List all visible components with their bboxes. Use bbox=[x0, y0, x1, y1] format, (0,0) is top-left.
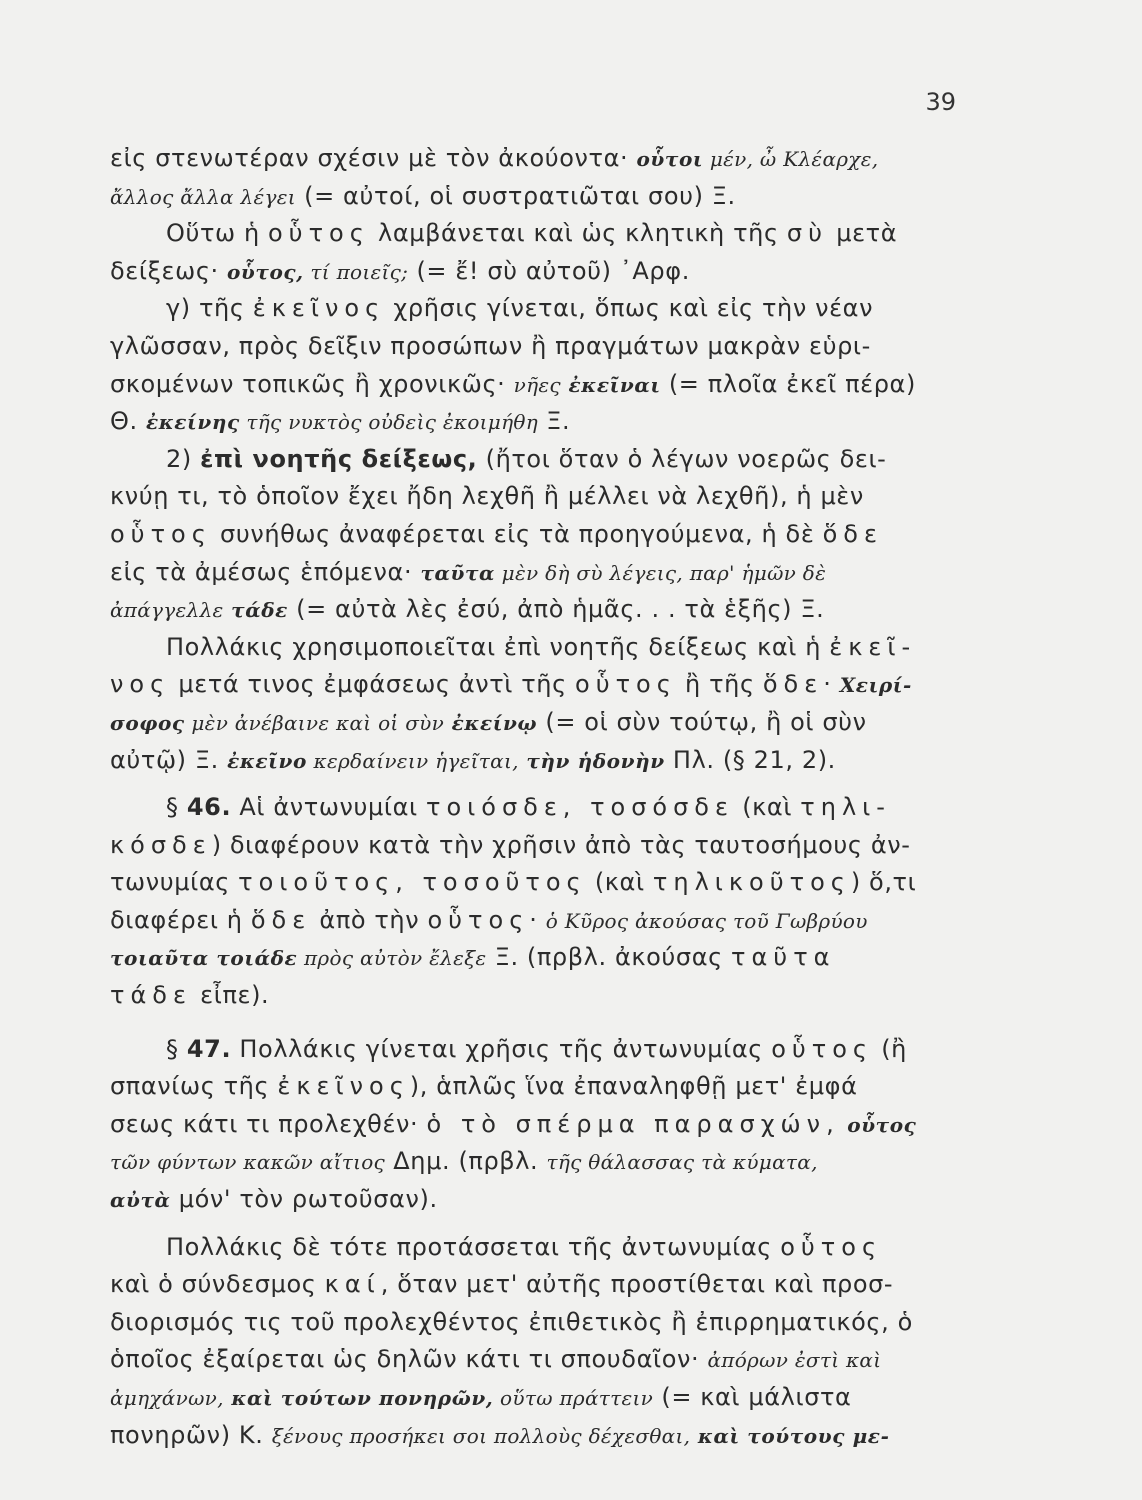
text-line bbox=[110, 902, 960, 940]
text-segment: ) ὅ,τι bbox=[850, 868, 917, 897]
text-segment: ἐκεῖνος bbox=[252, 294, 386, 323]
text-segment: οὗτος bbox=[575, 670, 677, 699]
text-line bbox=[110, 864, 960, 902]
text-line bbox=[110, 554, 960, 592]
text-segment: μὲν δὴ σὺ λέγεις, παρ' ἡμῶν δὲ bbox=[495, 560, 827, 585]
text-segment: ὅδε bbox=[822, 519, 883, 548]
text-line bbox=[110, 1341, 960, 1379]
text-segment: χρῆσις γίνεται, ὅπως καὶ εἰς τὴν νέαν bbox=[385, 294, 874, 323]
text-segment: ἢ τῆς bbox=[676, 670, 763, 699]
text-segment: (= αὐτὰ λὲς ἐσύ, ἀπὸ ἡμᾶς. . . τὰ ἑξῆς) Ξ. bbox=[287, 595, 825, 624]
page-number: 39 bbox=[925, 88, 956, 116]
text-segment: οὗτος bbox=[780, 1232, 883, 1261]
text-segment: μέν, ὦ Κλέαρχε, bbox=[703, 147, 879, 171]
text-segment: διαφέρει ἡ bbox=[110, 905, 251, 934]
text-segment: ἐκείνης bbox=[145, 410, 240, 435]
text-segment: ἐπὶ νοητῆς δείξεως, bbox=[200, 444, 478, 473]
text-segment: ὅδε bbox=[762, 670, 824, 699]
text-segment: μετὰ bbox=[827, 219, 898, 248]
text-segment: τοιόσδε, τοσόσδε bbox=[426, 793, 734, 822]
text-line bbox=[110, 441, 960, 479]
text-line bbox=[110, 1304, 960, 1342]
text-segment: § bbox=[166, 793, 187, 822]
text-segment: καὶ τούτων πονηρῶν, bbox=[223, 1386, 494, 1410]
text-segment: αὐτῷ) Ξ. bbox=[110, 745, 228, 774]
text-segment: διορισμός τις τοῦ προλεχθέντος ἐπιθετικὸς ἢ ἐπιρρηματικός, ὁ bbox=[110, 1307, 913, 1336]
text-segment: (= καὶ μάλιστα bbox=[653, 1383, 852, 1411]
text-segment: ) διαφέρουν κατὰ τὴν χρῆσιν ἀπὸ τὰς ταυτοσήμους ἀν- bbox=[211, 830, 911, 859]
text-segment: ἀμηχάνων, bbox=[110, 1386, 224, 1410]
text-line bbox=[110, 178, 960, 216]
text-segment: τοιοῦτος, τοσοῦτος bbox=[238, 868, 587, 897]
text-segment: (καὶ bbox=[586, 868, 653, 897]
text-line bbox=[110, 704, 960, 742]
text-segment: εἶπε). bbox=[191, 981, 270, 1010]
text-segment: ξένους προσήκει σοι πολλοὺς δέχεσθαι, bbox=[271, 1423, 691, 1448]
text-segment: (καὶ bbox=[733, 793, 801, 822]
text-segment: πονηρῶν) Κ. bbox=[110, 1420, 272, 1449]
text-segment: 46. bbox=[186, 793, 232, 822]
text-segment: , ὅταν μετ' αὐτῆς προστίθεται καὶ προσ- bbox=[380, 1270, 894, 1299]
text-line bbox=[110, 1031, 960, 1069]
text-segment: οὗτος bbox=[110, 519, 212, 548]
text-segment: τί ποιεῖς; bbox=[303, 259, 409, 284]
text-segment: οὗτος bbox=[839, 1112, 917, 1137]
text-segment: ), ἁπλῶς ἵνα ἐπαναληφθῇ μετ' ἐμφά bbox=[409, 1072, 858, 1101]
text-segment: Αἱ ἀντωνυμίαι bbox=[231, 793, 426, 822]
text-line bbox=[110, 478, 960, 516]
text-segment: τάδε bbox=[223, 598, 288, 623]
text-segment: Δημ. (πρβλ. bbox=[385, 1147, 547, 1176]
text-segment: οὗτος bbox=[771, 1034, 873, 1063]
text-segment: ἀπάγγελλε bbox=[110, 598, 224, 623]
text-segment: Πολλάκις δὲ τότε προτάσσεται τῆς ἀντωνυμίας bbox=[166, 1232, 781, 1261]
text-line bbox=[110, 742, 960, 780]
text-line bbox=[110, 939, 960, 977]
text-segment: τὴν ἡδονὴν bbox=[518, 748, 665, 773]
text-line bbox=[110, 140, 960, 178]
text-line bbox=[110, 789, 960, 827]
text-segment: 47. bbox=[186, 1034, 232, 1063]
text-segment: ἀπόρων ἐστὶ καὶ bbox=[707, 1348, 882, 1373]
text-segment: καί bbox=[324, 1270, 381, 1299]
text-segment: κνύῃ τι, τὸ ὁποῖον ἔχει ἤδη λεχθῆ ἢ μέλλει νὰ λεχθῆ), ἡ μὲν bbox=[110, 482, 864, 511]
text-line bbox=[110, 290, 960, 328]
text-line bbox=[110, 591, 960, 629]
text-line bbox=[110, 1229, 960, 1267]
text-line bbox=[110, 1379, 960, 1417]
text-segment: συνήθως ἀναφέρεται εἰς τὰ προηγούμενα, ἡ δὲ bbox=[211, 519, 823, 548]
text-segment: σπανίως τῆς bbox=[110, 1072, 278, 1101]
body-text bbox=[110, 140, 960, 1454]
text-segment: ὁ τὸ σπέρμα παρασχών, bbox=[426, 1109, 840, 1138]
text-segment: Πλ. (§ 21, 2). bbox=[664, 745, 836, 774]
text-segment: τωνυμίας bbox=[110, 868, 239, 897]
text-segment: Πολλάκις γίνεται χρῆσις τῆς ἀντωνυμίας bbox=[231, 1034, 772, 1063]
text-segment: τῶν φύντων κακῶν αἴτιος bbox=[110, 1150, 386, 1175]
text-line bbox=[110, 1143, 960, 1181]
text-segment: εἰς στενωτέραν σχέσιν μὲ τὸν ἀκούοντα· bbox=[110, 144, 637, 172]
text-segment: (= οἱ σὺν τούτῳ, ἢ οἱ σὺν bbox=[537, 707, 867, 736]
text-segment: Πολλάκις χρησιμοποιεῖται ἐπὶ νοητῆς δείξεως καὶ ἡ bbox=[166, 632, 830, 661]
text-line bbox=[110, 827, 960, 865]
text-segment: (= ἔ! σὺ αὐτοῦ) ᾿Αρφ. bbox=[408, 256, 690, 285]
text-segment: κόσδε bbox=[110, 830, 212, 859]
text-segment: ἐκεῖναι bbox=[560, 372, 661, 397]
text-segment: ἐκείνῳ bbox=[444, 710, 538, 735]
text-segment: τῆς θάλασσας τὰ κύματα, bbox=[546, 1150, 818, 1175]
text-line bbox=[110, 629, 960, 667]
text-segment: οὗτος bbox=[427, 905, 530, 934]
text-segment: ταῦτα bbox=[420, 560, 496, 585]
text-segment: κερδαίνειν ἡγεῖται, bbox=[306, 748, 519, 773]
text-segment: αὐτὰ bbox=[110, 1188, 171, 1213]
text-segment: · bbox=[529, 905, 546, 934]
text-segment: τάδε bbox=[110, 981, 192, 1010]
text-segment: (= πλοῖα ἐκεῖ πέρα) bbox=[660, 369, 916, 398]
text-segment: (ἤτοι ὅταν ὁ λέγων νοερῶς δει- bbox=[477, 444, 887, 473]
text-line bbox=[110, 403, 960, 441]
text-segment: ὁ Κῦρος ἀκούσας τοῦ Γωβρύου bbox=[545, 908, 868, 933]
text-segment: λαμβάνεται καὶ ὡς κλητικὴ τῆς bbox=[369, 219, 787, 248]
text-segment: Οὕτω ἡ bbox=[166, 219, 268, 248]
text-line bbox=[110, 516, 960, 554]
text-line bbox=[110, 666, 960, 704]
text-segment: ἀπὸ τὴν bbox=[311, 905, 428, 934]
text-segment: γλῶσσαν, πρὸς δεῖξιν προσώπων ἢ πραγμάτων μακρὰν εὑρι- bbox=[110, 331, 871, 360]
text-line bbox=[110, 253, 960, 291]
text-segment: ἐκεῖ- bbox=[829, 632, 917, 661]
text-segment: § bbox=[166, 1034, 187, 1063]
text-segment: τῆς νυκτὸς οὐδεὶς ἐκοιμήθη bbox=[239, 410, 539, 435]
text-segment: ἄλλος ἄλλα λέγει bbox=[110, 184, 296, 209]
text-segment: καὶ τούτους με- bbox=[690, 1423, 890, 1448]
text-line bbox=[110, 1266, 960, 1304]
text-segment: σκομένων τοπικῶς ἢ χρονικῶς· bbox=[110, 369, 514, 398]
text-segment: τοιαῦτα τοιάδε bbox=[110, 946, 298, 971]
text-line bbox=[110, 977, 960, 1015]
text-segment: οὗτοι bbox=[636, 147, 704, 171]
text-line bbox=[110, 328, 960, 366]
text-segment: μὲν ἀνέβαινε καὶ οἱ σὺν bbox=[184, 710, 445, 735]
text-segment: Χειρί- bbox=[839, 673, 912, 698]
text-segment: οὗτος, bbox=[226, 259, 304, 284]
text-segment: πρὸς αὐτὸν ἔλεξε bbox=[297, 946, 487, 971]
text-segment: Ξ. bbox=[538, 407, 571, 436]
text-segment: ὁποῖος ἐξαίρεται ὡς δηλῶν κάτι τι σπουδαῖον· bbox=[110, 1345, 708, 1374]
text-segment: σὺ bbox=[786, 219, 828, 248]
text-line bbox=[110, 215, 960, 253]
text-segment: οὕτω πράττειν bbox=[493, 1386, 654, 1410]
text-segment: γ) τῆς bbox=[166, 294, 253, 323]
text-segment: ἐκεῖνος bbox=[277, 1072, 410, 1101]
text-segment: (= αὐτοί, οἱ συστρατιῶται σου) Ξ. bbox=[295, 181, 736, 210]
text-segment: ταῦτα bbox=[731, 943, 836, 972]
text-segment: τηλι- bbox=[800, 793, 891, 822]
text-line bbox=[110, 1181, 960, 1219]
text-line bbox=[110, 1417, 960, 1455]
text-segment: καὶ ὁ σύνδεσμος bbox=[110, 1270, 325, 1299]
text-line bbox=[110, 1106, 960, 1144]
text-segment: · bbox=[823, 670, 840, 699]
text-segment: οὗτος bbox=[268, 219, 370, 248]
text-segment: 2) bbox=[166, 444, 201, 473]
text-segment: σοφος bbox=[110, 710, 185, 735]
text-segment: μετά τινος ἐμφάσεως ἀντὶ τῆς bbox=[170, 670, 576, 699]
text-segment: σεως κάτι τι προλεχθέν· bbox=[110, 1109, 427, 1138]
text-segment: νος bbox=[110, 670, 171, 699]
text-segment: Θ. bbox=[110, 407, 146, 436]
text-segment: (ἢ bbox=[872, 1034, 907, 1063]
text-segment: Ξ. (πρβλ. ἀκούσας bbox=[486, 943, 732, 972]
text-segment: μόν' τὸν ρωτοῦσαν). bbox=[170, 1185, 438, 1214]
text-line bbox=[110, 1068, 960, 1106]
text-segment: εἰς τὰ ἀμέσως ἑπόμενα· bbox=[110, 557, 421, 586]
text-segment: ἐκεῖνο bbox=[227, 748, 307, 773]
text-segment: ὅδε bbox=[250, 905, 312, 934]
text-line bbox=[110, 366, 960, 404]
text-segment: νῆες bbox=[513, 372, 561, 397]
text-segment: τηλικοῦτος bbox=[652, 868, 851, 897]
text-segment: δείξεως· bbox=[110, 256, 227, 285]
